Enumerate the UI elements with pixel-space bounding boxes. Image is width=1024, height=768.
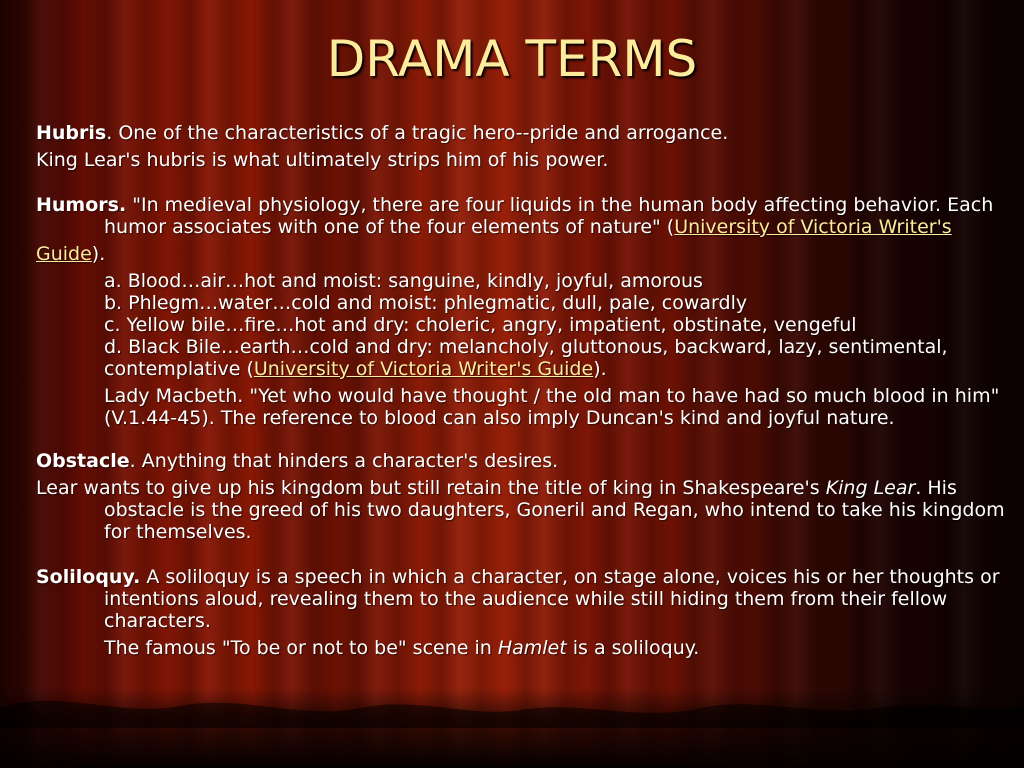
hubris-example: King Lear's hubris is what ultimately strips him of his power. — [36, 149, 609, 171]
term-obstacle: Obstacle — [36, 450, 130, 472]
curtain-fringe — [0, 678, 1024, 728]
slide-body — [36, 122, 1010, 664]
humors-list — [36, 270, 1010, 380]
hubris-definition: Hubris. One of the characteristics of a tragic hero--pride and arrogance. — [36, 122, 729, 144]
term-hubris: Hubris — [36, 122, 107, 144]
uvic-guide-link-2[interactable]: University of Victoria Writer's Guide — [253, 358, 594, 380]
soliloquy-example: The famous "To be or not to be" scene in Hamlet is a soliloquy. — [104, 637, 700, 659]
obstacle-example: Lear wants to give up his kingdom but still retain the title of king in Shakespeare's King Lear. His obstacle is the greed of his two daughters, Goneril and Regan, who intend to take his kingdom for themselves. — [36, 477, 1005, 543]
term-humors: Humors. — [36, 194, 127, 216]
humors-definition: Humors. "In medieval physiology, there are four liquids in the human body affecting behavior. Each humor associates with one of the four elements of nature" (University of Victoria Writer's — [36, 194, 994, 238]
uvic-guide-link-guide[interactable]: Guide — [36, 243, 92, 265]
humor-item-d: d. Black Bile…earth…cold and dry: melancholy, gluttonous, backward, lazy, sentimental, contemplative (University of Victoria Writer's Guide). — [104, 336, 948, 380]
obstacle-definition: Obstacle. Anything that hinders a character's desires. — [36, 450, 559, 472]
term-soliloquy: Soliloquy. — [36, 566, 141, 588]
slide-title: DRAMA TERMS — [326, 30, 698, 88]
uvic-guide-link[interactable]: University of Victoria Writer's — [674, 216, 952, 238]
humor-item-b: b. Phlegm…water…cold and moist: phlegmatic, dull, pale, cowardly — [104, 292, 748, 314]
macbeth-example: Lady Macbeth. "Yet who would have thought / the old man to have had so much blood in him" (V.1.44-45). The reference to blood can also imply Duncan's kind and joyful nature. — [104, 385, 1000, 429]
humor-item-c: c. Yellow bile…fire…hot and dry: choleric, angry, impatient, obstinate, vengeful — [104, 314, 857, 336]
humors-link-continued: Guide). — [36, 243, 106, 265]
soliloquy-definition: Soliloquy. A soliloquy is a speech in which a character, on stage alone, voices his or her thoughts or intentions aloud, revealing them to the audience while still hiding them from their fellow characters. — [36, 566, 1000, 632]
king-lear-title: King Lear — [825, 477, 916, 499]
humor-item-a: a. Blood…air…hot and moist: sanguine, kindly, joyful, amorous — [104, 270, 703, 292]
hamlet-title: Hamlet — [497, 637, 567, 659]
